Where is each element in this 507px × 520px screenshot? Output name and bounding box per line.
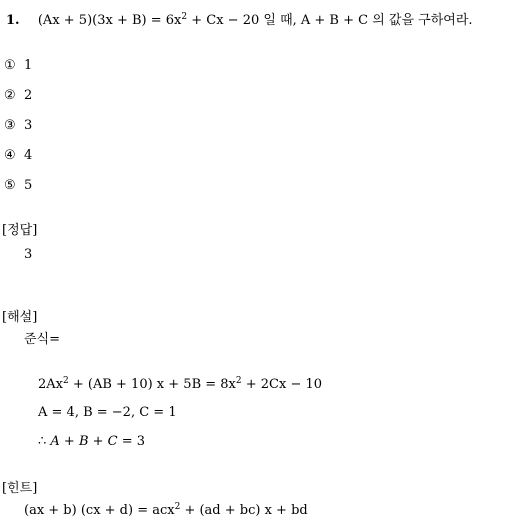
question-line — [6, 14, 473, 27]
hint-suffix: + (ad + bc) x + bd — [180, 503, 308, 518]
option-5-value: 5 — [24, 178, 33, 193]
solution-label: [해설] — [2, 310, 38, 325]
solution-eq1-exponent-1: 2 — [63, 376, 69, 386]
option-2[interactable] — [4, 89, 32, 102]
solution-eq1-mid: + (AB + 10) x + 5B = 8x — [68, 377, 236, 392]
option-5[interactable] — [4, 179, 32, 192]
hint-formula — [24, 504, 308, 517]
option-4-symbol: ④ — [4, 148, 16, 163]
option-4-value: 4 — [24, 148, 33, 163]
solution-equation-1 — [38, 378, 322, 391]
option-3-symbol: ③ — [4, 118, 16, 133]
solution-equation-3 — [38, 435, 145, 448]
option-1-symbol: ① — [4, 58, 16, 73]
question-stem-prefix: (Ax + 5)(3x + B) = 6x — [37, 13, 182, 28]
solution-eq1-suffix: + 2Cx − 10 — [241, 377, 323, 392]
solution-equation-2: A = 4, B = −2, C = 1 — [38, 405, 177, 420]
option-3[interactable] — [4, 119, 32, 132]
hint-exponent: 2 — [174, 502, 181, 512]
solution-eq1-prefix: 2Ax — [38, 377, 63, 392]
question-stem-suffix: + Cx − 20 일 때, A + B + C 의 값을 구하여라. — [187, 13, 473, 28]
answer-value: 3 — [24, 247, 33, 262]
option-4[interactable] — [4, 149, 32, 162]
solution-eq1-exponent-2: 2 — [235, 376, 242, 386]
option-2-value: 2 — [24, 88, 33, 103]
solution-eq3-result: = 3 — [117, 434, 146, 449]
option-3-value: 3 — [24, 118, 33, 133]
option-1-value: 1 — [24, 58, 33, 73]
option-2-symbol: ② — [4, 88, 16, 103]
hint-prefix: (ax + b) (cx + d) = acx — [24, 503, 175, 518]
option-1[interactable] — [4, 59, 32, 72]
solution-intro: 준식= — [24, 332, 61, 347]
question-stem-exponent: 2 — [181, 12, 188, 22]
answer-label: [정답] — [2, 223, 38, 238]
solution-eq3-sum: A + B + C — [50, 434, 118, 449]
therefore-symbol: ∴ — [38, 434, 51, 449]
question-number: 1. — [6, 13, 20, 28]
hint-label: [힌트] — [2, 481, 38, 496]
option-5-symbol: ⑤ — [4, 178, 16, 193]
